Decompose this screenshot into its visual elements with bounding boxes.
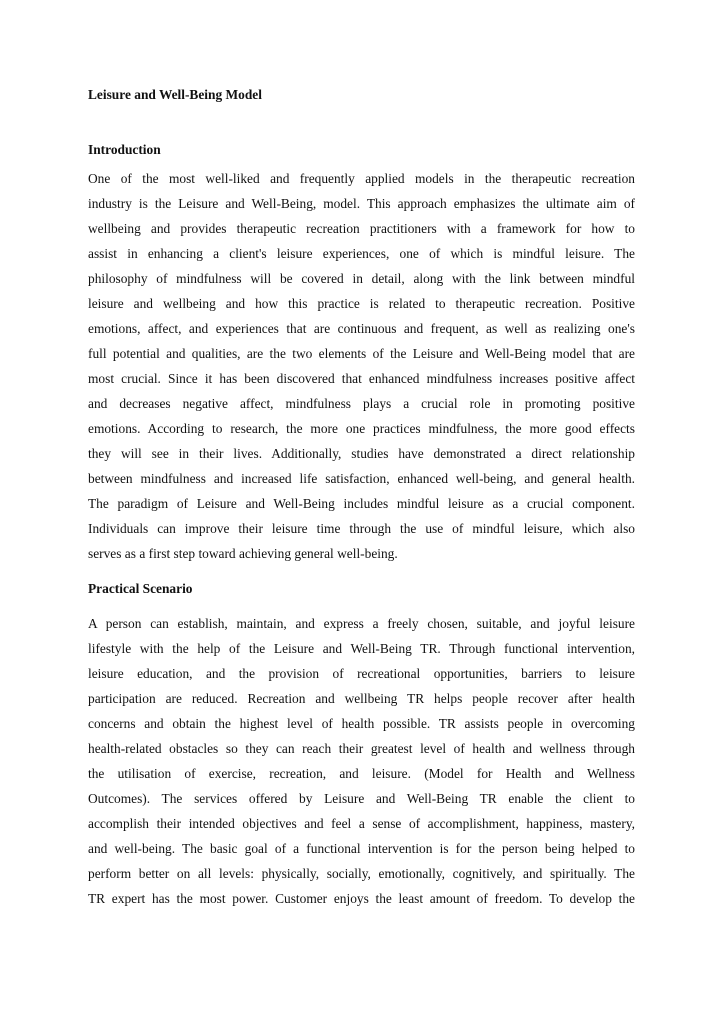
document-title: Leisure and Well-Being Model [88,87,262,102]
text-line: The paradigm of Leisure and Well-Being includes mindful leisure as a crucial component. [88,496,635,511]
text-line: emotions. According to research, the more one practices mindfulness, the more good effects [88,421,635,436]
text-line: and decreases negative affect, mindfulness plays a crucial role in promoting positive [88,396,635,411]
text-line: between mindfulness and increased life satisfaction, enhanced well-being, and general health. [88,471,635,486]
text-line: Outcomes). The services offered by Leisure and Well-Being TR enable the client to [88,791,635,806]
section-heading-practical-scenario: Practical Scenario [88,581,193,596]
text-line: A person can establish, maintain, and express a freely chosen, suitable, and joyful leisure [88,616,635,631]
text-line: serves as a first step toward achieving general well-being. [88,546,398,561]
text-line: health-related obstacles so they can reach their greatest level of health and wellness through [88,741,635,756]
text-line: wellbeing and provides therapeutic recreation practitioners with a framework for how to [88,221,635,236]
text-line: One of the most well-liked and frequently applied models in the therapeutic recreation [88,171,635,186]
text-line: accomplish their intended objectives and feel a sense of accomplishment, happiness, mastery, [88,816,635,831]
text-line: emotions, affect, and experiences that are continuous and frequent, as well as realizing one's [88,321,635,336]
text-line: perform better on all levels: physically, socially, emotionally, cognitively, and spiritually. The [88,866,635,881]
text-line: concerns and obtain the highest level of health possible. TR assists people in overcoming [88,716,635,731]
text-line: lifestyle with the help of the Leisure and Well-Being TR. Through functional intervention, [88,641,635,656]
text-line: and well-being. The basic goal of a functional intervention is for the person being helped to [88,841,635,856]
text-line: Individuals can improve their leisure time through the use of mindful leisure, which also [88,521,635,536]
text-line: they will see in their lives. Additionally, studies have demonstrated a direct relationship [88,446,635,461]
text-line: most crucial. Since it has been discovered that enhanced mindfulness increases positive affect [88,371,635,386]
introduction-paragraph [88,169,635,569]
text-line: leisure and wellbeing and how this practice is related to therapeutic recreation. Positive [88,296,635,311]
text-line: TR expert has the most power. Customer enjoys the least amount of freedom. To develop the [88,891,635,906]
text-line: participation are reduced. Recreation and wellbeing TR helps people recover after health [88,691,635,706]
section-heading-introduction: Introduction [88,142,161,157]
text-line: leisure education, and the provision of recreational opportunities, barriers to leisure [88,666,635,681]
text-line: assist in enhancing a client's leisure experiences, one of which is mindful leisure. The [88,246,635,261]
text-line: industry is the Leisure and Well-Being, model. This approach emphasizes the ultimate aim of [88,196,635,211]
text-line: the utilisation of exercise, recreation, and leisure. (Model for Health and Wellness [88,766,635,781]
text-line: philosophy of mindfulness will be covered in detail, along with the link between mindful [88,271,635,286]
practical-scenario-paragraph [88,614,635,914]
text-line: full potential and qualities, are the two elements of the Leisure and Well-Being model that are [88,346,635,361]
